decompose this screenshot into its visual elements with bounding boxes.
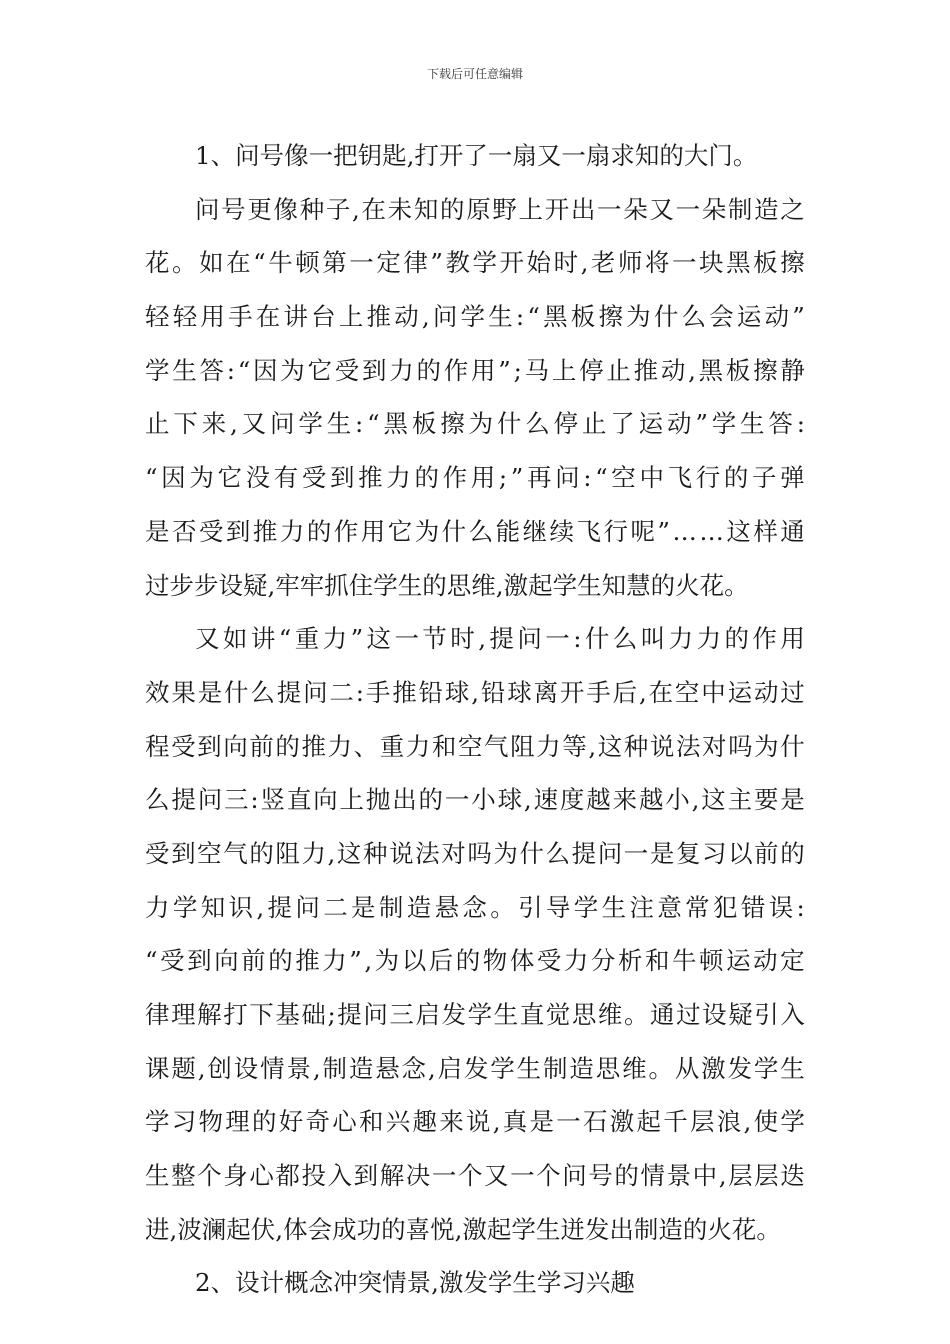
document-body: [145, 129, 805, 1310]
text-line: 1、问号像一把钥匙,打开了一扇又一扇求知的大门。: [195, 141, 758, 170]
text-line: 问 号 更 像 种 子 , 在 未 知 的 原 野 上 开 出 一 朵 又 一 朵 制 造 之: [195, 194, 805, 224]
text-line: 么 提 问 三 : 竖 直 向 上 抛 出 的 一 小 球 , 速 度 越 来 越 小 , 这 主 要 是: [145, 785, 805, 815]
text-line: 止 下 来 , 又 问 学 生 : “ 黑 板 擦 为 什 么 停 止 了 运 动 ” 学 生 答 :: [145, 409, 805, 439]
text-line: 程 受 到 向 前 的 推 力 、 重 力 和 空 气 阻 力 等 , 这 种 说 法 对 吗 为 什: [145, 731, 805, 761]
text-line: 2、设计概念冲突情景,激发学生学习兴趣: [195, 1268, 635, 1298]
text-line: 是 否 受 到 推 力 的 作 用 它 为 什 么 能 继 续 飞 行 呢 ” … … 这 样 通: [145, 516, 805, 546]
page-header-note: 下载后可任意编辑: [426, 67, 523, 81]
text-line: 花 。 如 在 “ 牛 顿 第 一 定 律 ” 教 学 开 始 时 , 老 师 将 一 块 黑 板 擦: [145, 248, 805, 278]
text-line: 受 到 空 气 的 阻 力 , 这 种 说 法 对 吗 为 什 么 提 问 一 是 复 习 以 前 的: [145, 838, 805, 868]
text-line: 力 学 知 识 , 提 问 二 是 制 造 悬 念 。 引 导 学 生 注 意 常 犯 错 误 :: [145, 892, 805, 922]
text-line: 进,波澜起伏,体会成功的喜悦,激起学生迸发出制造的火花。: [145, 1214, 781, 1244]
text-line: 过步步设疑,牢牢抓住学生的思维,激起学生知慧的火花。: [145, 570, 749, 600]
text-line: 效 果 是 什 么 提 问 二 : 手 推 铅 球 , 铅 球 离 开 手 后 , 在 空 中 运 动 过: [145, 677, 805, 707]
text-line: 学 习 物 理 的 好 奇 心 和 兴 趣 来 说 , 真 是 一 石 激 起 千 层 浪 , 使 学: [145, 1107, 805, 1137]
text-line: 课 题 , 创 设 情 景 , 制 造 悬 念 , 启 发 学 生 制 造 思 维 。 从 激 发 学 生: [145, 1053, 805, 1083]
text-line: 又 如 讲 “ 重 力 ” 这 一 节 时 , 提 问 一 : 什 么 叫 力 力 的 作 用: [195, 624, 805, 654]
text-line: “ 因 为 它 没 有 受 到 推 力 的 作 用 ; ” 再 问 : “ 空 中 飞 行 的 子 弹: [145, 463, 805, 493]
text-line: 轻 轻 用 手 在 讲 台 上 推 动 , 问 学 生 : “ 黑 板 擦 为 什 么 会 运 动 ”: [145, 302, 805, 332]
text-line: 律 理 解 打 下 基 础 ; 提 问 三 启 发 学 生 直 觉 思 维 。 通 过 设 疑 引 入: [145, 1000, 805, 1029]
text-line: “ 受 到 向 前 的 推 力 ” , 为 以 后 的 物 体 受 力 分 析 和 牛 顿 运 动 定: [145, 946, 805, 976]
text-line: 学 生 答 : “ 因 为 它 受 到 力 的 作 用 ” ; 马 上 停 止 推 动 , 黑 板 擦 静: [145, 355, 805, 385]
text-line: 生 整 个 身 心 都 投 入 到 解 决 一 个 又 一 个 问 号 的 情 景 中 , 层 层 迭: [145, 1161, 805, 1191]
